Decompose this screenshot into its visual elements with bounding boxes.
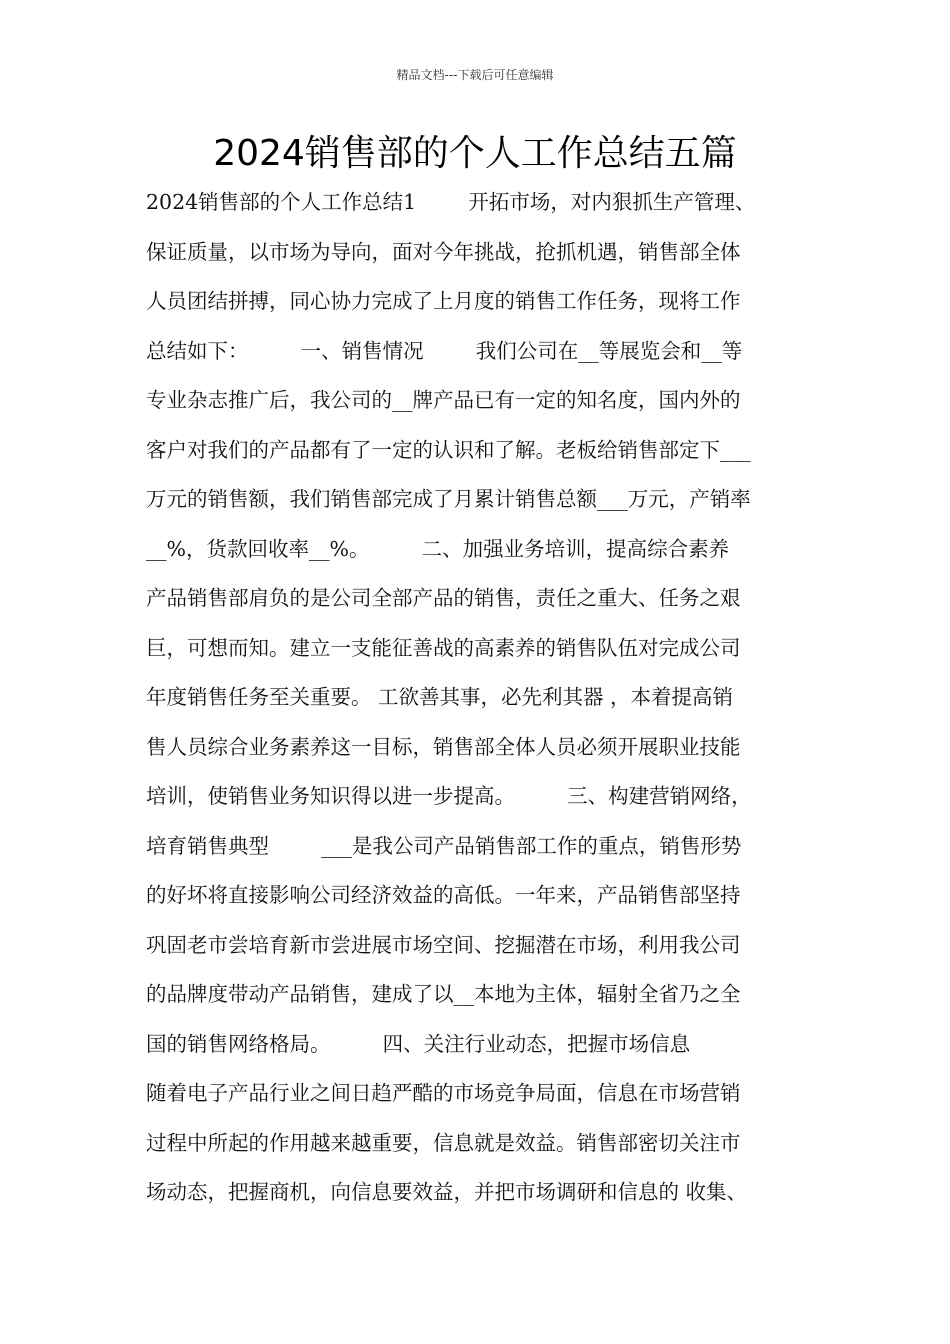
body-line: 售人员综合业务素养这一目标，销售部全体人员必须开展职业技能	[146, 734, 741, 759]
body-line: 产品销售部肩负的是公司全部产品的销售，责任之重大、任务之艰	[146, 586, 741, 610]
body-text	[146, 178, 808, 1218]
body-line: 国的销售网络格局。 四、关注行业动态，把握市场信息	[146, 1031, 691, 1056]
body-line: 场动态，把握商机，向信息要效益，并把市场调研和信息的 收集、	[146, 1180, 748, 1204]
body-line: 巨，可想而知。建立一支能征善战的高素养的销售队伍对完成公司	[146, 635, 741, 660]
document-title: 2024销售部的个人工作总结五篇	[213, 133, 737, 174]
body-line: 巩固老市尝培育新市尝进展市场空间、挖掘潜在市场，利用我公司	[146, 932, 741, 957]
body-line: 专业杂志推广后，我公司的__牌产品已有一定的知名度，国内外的	[146, 388, 741, 412]
body-line: 的品牌度带动产品销售，建成了以__本地为主体，辐射全省乃之全	[146, 982, 741, 1006]
body-line: 保证质量，以市场为导向，面对今年挑战，抢抓机遇，销售部全体	[146, 239, 741, 264]
body-line: 2024销售部的个人工作总结1 开拓市场，对内狠抓生产管理、	[146, 190, 756, 214]
body-line: 年度销售任务至关重要。 工欲善其事，必先利其器 ，本着提高销	[146, 685, 734, 709]
body-line: 客户对我们的产品都有了一定的认识和了解。老板给销售部定下___	[146, 437, 751, 462]
body-line: 总结如下： 一、销售情况 我们公司在__等展览会和__等	[146, 338, 743, 363]
body-line: 人员团结拼搏，同心协力完成了上月度的销售工作任务，现将工作	[146, 289, 741, 313]
body-line: 培训，使销售业务知识得以进一步提高。 三、构建营销网络，	[146, 784, 752, 808]
body-line: 万元的销售额，我们销售部完成了月累计销售总额___万元，产销率	[146, 487, 751, 511]
body-line: 过程中所起的作用越来越重要，信息就是效益。销售部密切关注市	[146, 1130, 741, 1155]
body-line: 培育销售典型 ___是我公司产品销售部工作的重点，销售形势	[146, 833, 742, 858]
body-line: __%，货款回收率__%。 二、加强业务培训，提高综合素养	[146, 536, 730, 561]
header-note: 精品文档---下载后可任意编辑	[396, 68, 554, 82]
body-line: 随着电子产品行业之间日趋严酷的市场竞争局面，信息在市场营销	[146, 1081, 741, 1105]
body-line: 的好坏将直接影响公司经济效益的高低。一年来，产品销售部坚持	[146, 883, 741, 907]
